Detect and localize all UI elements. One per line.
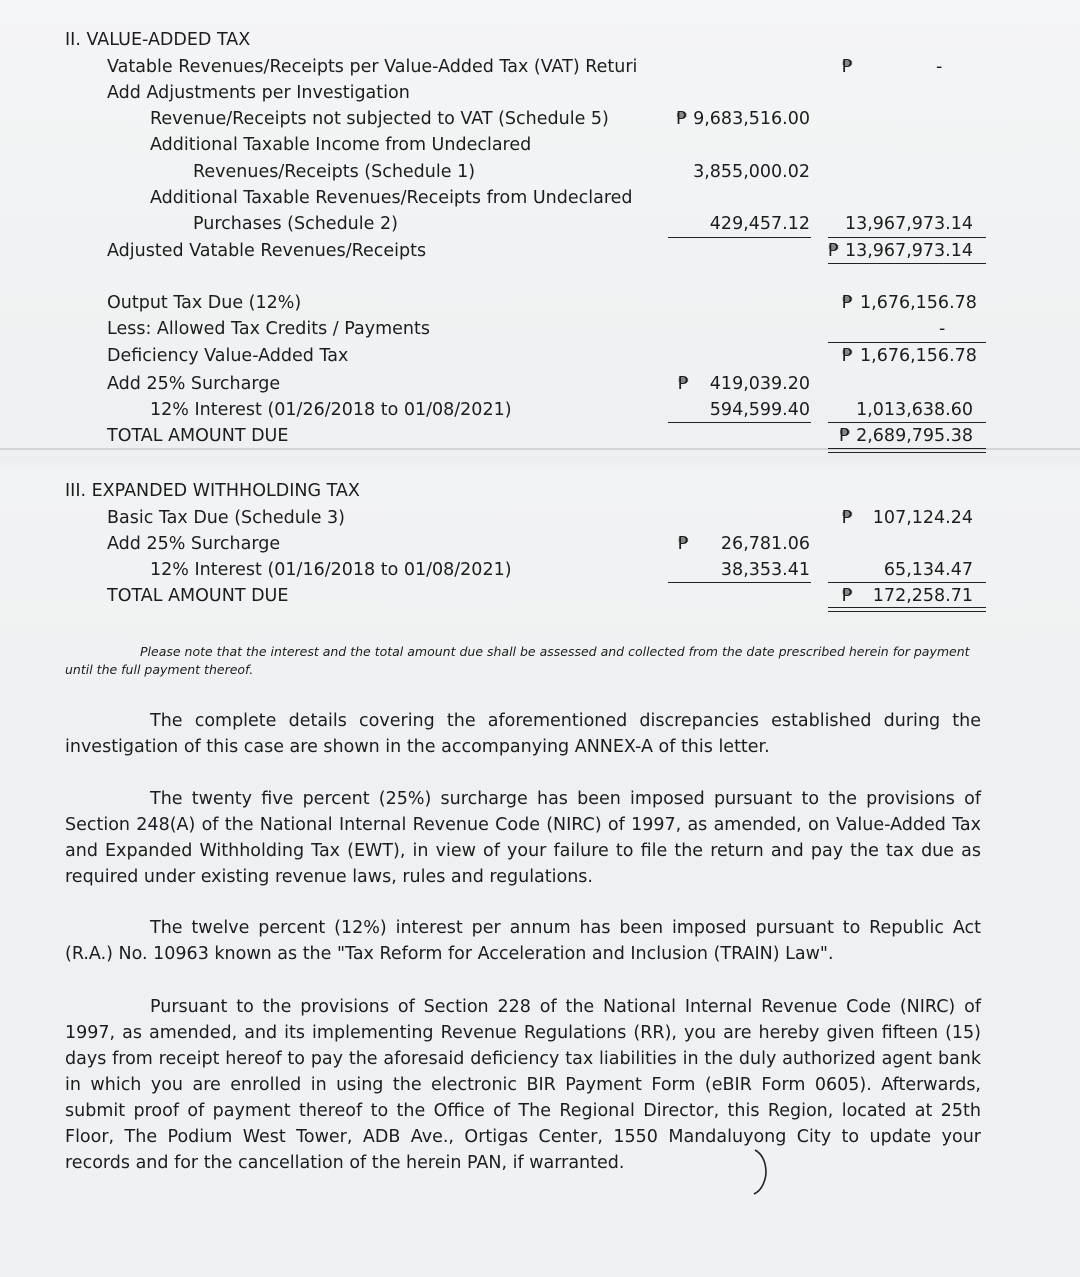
surcharge-paragraph: The twenty five percent (25%) surcharge has been imposed pursuant to the provisions of Section 248(A) of the National Internal Revenue Code (NIRC) of 1997, as amended, on Value-Added Tax and Expanded Withholding Tax (EWT), in view of your failure to file the return and pay the tax due as required under existing revenue laws, rules and regulations. (65, 789, 981, 887)
ewt-surcharge-value: 26,781.06 (720, 534, 810, 554)
ewt-basic-value: 107,124.24 (872, 508, 973, 528)
ewt-surcharge-label: Add 25% Surcharge (107, 534, 281, 554)
adjustments-label: Add Adjustments per Investigation (107, 83, 410, 103)
payment-note: Please note that the interest and the total amount due shall be assessed and collected from the date prescribed herein for payment until the full payment thereof. (65, 644, 970, 677)
rule (828, 582, 986, 583)
vat-heading: II. VALUE-ADDED TAX (65, 30, 251, 50)
ewt-basic-peso: ₱ (842, 508, 854, 528)
rule (828, 263, 986, 264)
vatable-peso: ₱ (842, 57, 854, 77)
rule (828, 342, 986, 343)
vat-interest-label: 12% Interest (01/26/2018 to 01/08/2021) (150, 400, 512, 420)
undeclared-revenue-value: 3,855,000.02 (693, 162, 810, 182)
rule (828, 422, 986, 423)
rule (668, 422, 811, 423)
undeclared-revenue-label: Additional Taxable Income from Undeclared (150, 135, 532, 155)
output-tax-value: 1,676,156.78 (860, 293, 977, 313)
vat-penalty-total: 1,013,638.60 (856, 400, 973, 420)
ewt-total-peso: ₱ (842, 586, 854, 606)
ewt-penalty-total: 65,134.47 (883, 560, 973, 580)
ewt-interest-label: 12% Interest (01/16/2018 to 01/08/2021) (150, 560, 512, 580)
ewt-total-label: TOTAL AMOUNT DUE (107, 586, 289, 606)
ewt-heading: III. EXPANDED WITHHOLDING TAX (65, 481, 360, 501)
handwritten-mark (752, 1148, 782, 1198)
undeclared-purchases-label: Additional Taxable Revenues/Receipts from Undeclared (150, 188, 633, 208)
tax-credits-value: - (939, 319, 946, 339)
ewt-basic-label: Basic Tax Due (Schedule 3) (107, 508, 345, 528)
vat-total-label: TOTAL AMOUNT DUE (107, 426, 289, 446)
deficiency-vat-label: Deficiency Value-Added Tax (107, 346, 349, 366)
deficiency-vat-value: 1,676,156.78 (860, 346, 977, 366)
rule (668, 582, 811, 583)
ewt-total-value: 172,258.71 (872, 586, 973, 606)
output-tax-peso: ₱ (842, 293, 854, 313)
vat-interest-value: 594,599.40 (709, 400, 810, 420)
adjusted-vatable-label: Adjusted Vatable Revenues/Receipts (107, 241, 427, 261)
payment-instructions-paragraph: Pursuant to the provisions of Section 228 of the National Internal Revenue Code (NIRC) of 1997, as amended, and its implementing Revenue Regulations (RR), you are hereby given fifteen (15) days from receipt hereof to pay the aforesaid deficiency tax liabilities in the duly authorized agent bank in which you are enrolled in using the electronic BIR Payment Form (eBIR Form 0605). Afterwards, submit proof of payment thereof to the Office of The Regional Director, this Region, located at 25th Floor, The Podium West Tower, ADB Ave., Ortigas Center, 1550 Mandaluyong City to update your records and for the cancellation of the herein PAN, if warranted. (65, 997, 981, 1173)
tax-credits-label: Less: Allowed Tax Credits / Payments (107, 319, 430, 339)
adjusted-vatable-value: ₱ 13,967,973.14 (828, 241, 973, 261)
vat-total-value: ₱ 2,689,795.38 (839, 426, 973, 446)
vatable-value: - (936, 57, 943, 77)
undeclared-purchases-label-cont: Purchases (Schedule 2) (193, 214, 398, 234)
adjustments-total: 13,967,973.14 (844, 214, 973, 234)
ewt-interest-value: 38,353.41 (720, 560, 810, 580)
undeclared-purchases-value: 429,457.12 (709, 214, 810, 234)
annex-paragraph: The complete details covering the aforementioned discrepancies established during the investigation of this case are shown in the accompanying ANNEX-A of this letter. (65, 711, 981, 757)
interest-paragraph: The twelve percent (12%) interest per annum has been imposed pursuant to Republic Act (R.A.) No. 10963 known as the "Tax Reform for Acceleration and Inclusion (TRAIN) Law". (65, 918, 981, 964)
vat-surcharge-value: 419,039.20 (709, 374, 810, 394)
double-rule (828, 611, 986, 612)
not-subject-label: Revenue/Receipts not subjected to VAT (Schedule 5) (150, 109, 609, 129)
output-tax-label: Output Tax Due (12%) (107, 293, 302, 313)
vatable-label: Vatable Revenues/Receipts per Value-Added Tax (VAT) Returi (107, 57, 638, 77)
double-rule (828, 448, 986, 449)
double-rule (828, 607, 986, 608)
not-subject-value: ₱ 9,683,516.00 (676, 109, 810, 129)
vat-surcharge-label: Add 25% Surcharge (107, 374, 281, 394)
vat-surcharge-peso: ₱ (678, 374, 690, 394)
rule (828, 237, 986, 238)
undeclared-revenue-label-cont: Revenues/Receipts (Schedule 1) (193, 162, 476, 182)
double-rule (828, 452, 986, 453)
ewt-surcharge-peso: ₱ (678, 534, 690, 554)
rule (668, 237, 811, 238)
deficiency-vat-peso: ₱ (842, 346, 854, 366)
